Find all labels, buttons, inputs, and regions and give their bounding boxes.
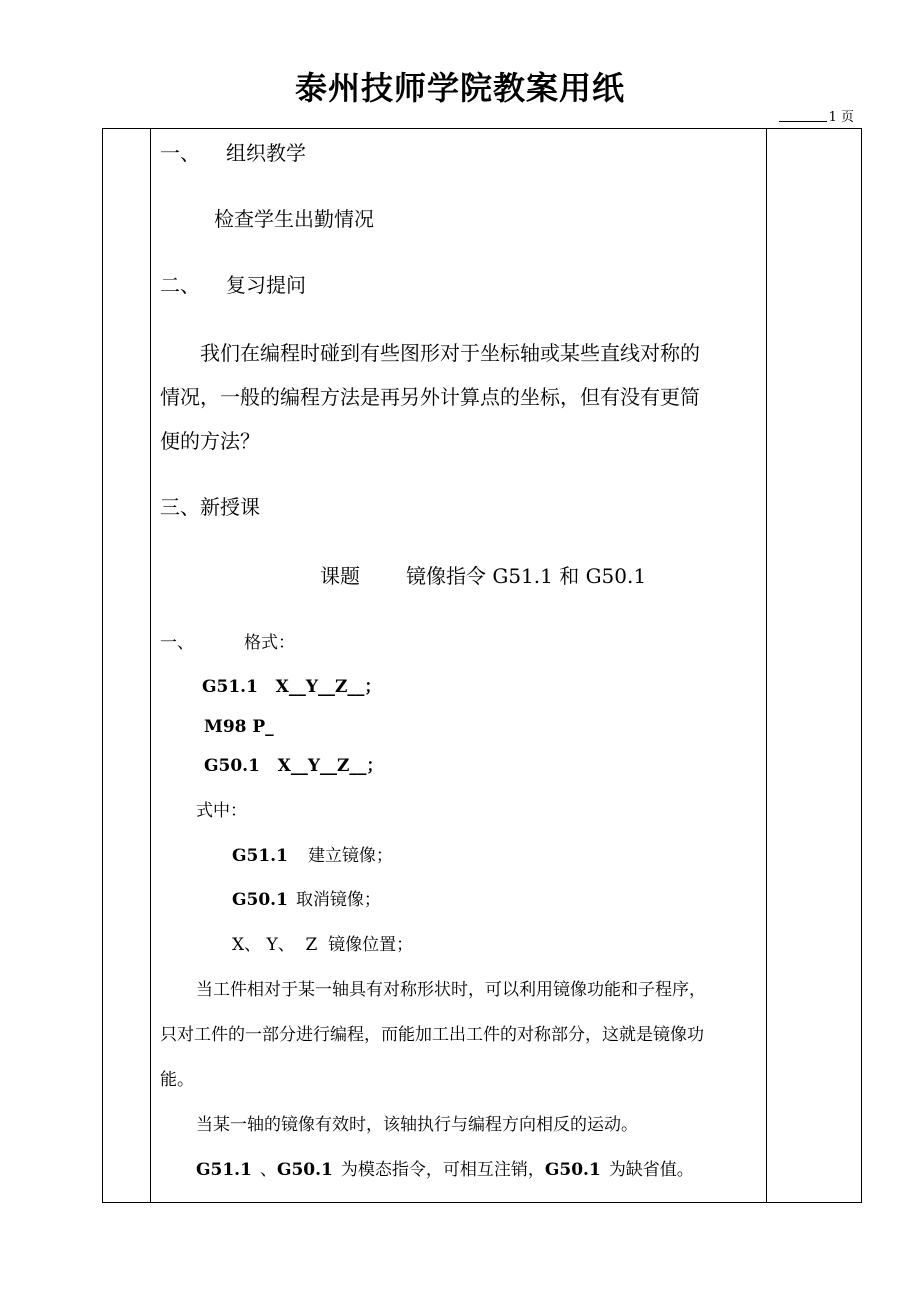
code-line-g51: G51.1 X__Y__Z__； <box>202 677 382 697</box>
modal-note-text-2: 为缺省值。 <box>608 1160 694 1180</box>
document-title: 泰州技师学院教案用纸 <box>294 69 625 107</box>
section-3-heading: 三、新授课 <box>160 495 260 519</box>
review-question-line-3: 便的方法？ <box>160 429 260 453</box>
modal-note-code-3: G50.1 <box>544 1160 601 1180</box>
modal-note-text-1: 为模态指令，可相互注销， <box>340 1160 545 1180</box>
section-1-item: 检查学生出勤情况 <box>214 207 374 231</box>
topic-name: 镜像指令 G51.1 和 G50.1 <box>406 564 647 588</box>
modal-note <box>196 1159 694 1181</box>
definition-g50-desc: 取消镜像； <box>295 890 381 910</box>
mirror-effect-para: 当某一轴的镜像有效时，该轴执行与编程方向相反的运动。 <box>196 1115 638 1135</box>
review-question-line-1: 我们在编程时碰到有些图形对于坐标轴或某些直线对称的 <box>200 341 700 365</box>
section-2-title: 复习提问 <box>226 273 306 297</box>
definition-xyz: X、 Y、 Z 镜像位置； <box>232 935 414 955</box>
definition-g50-code: G50.1 <box>232 890 288 910</box>
mirror-para-line-1: 当工件相对于某一轴具有对称形状时，可以利用镜像功能和子程序， <box>196 980 706 1000</box>
definition-g51-code: G51.1 <box>232 846 288 866</box>
code-line-g50: G50.1 X__Y__Z__； <box>204 756 384 776</box>
review-question-line-2: 情况，一般的编程方法是再另外计算点的坐标，但有没有更简 <box>160 385 700 409</box>
mirror-para-line-3: 能。 <box>160 1070 194 1090</box>
table-left-column-divider <box>150 128 151 1203</box>
definition-g51-desc: 建立镜像； <box>307 846 393 866</box>
section-1-number: 一、 <box>160 141 200 165</box>
modal-note-code-1: G51.1 <box>196 1160 252 1180</box>
table-right-column-divider <box>766 128 767 1203</box>
format-number: 一、 <box>160 633 194 653</box>
modal-note-sep: 、 <box>259 1160 277 1180</box>
section-1-title: 组织教学 <box>226 141 306 165</box>
mirror-para-line-2: 只对工件的一部分进行编程，而能加工出工件的对称部分，这就是镜像功 <box>160 1025 704 1045</box>
where-label: 式中： <box>196 801 247 821</box>
code-line-m98: M98 P_ <box>204 717 274 737</box>
topic-line <box>320 563 646 589</box>
section-2-heading <box>160 272 306 298</box>
section-2-number: 二、 <box>160 273 200 297</box>
format-heading <box>160 632 295 654</box>
section-1-heading <box>160 140 306 166</box>
page-number-blank <box>779 121 827 122</box>
definition-g50 <box>232 889 381 911</box>
page-number <box>779 110 854 126</box>
format-label: 格式： <box>244 633 295 653</box>
definition-g51 <box>232 845 393 867</box>
page-number-text: 1 页 <box>828 110 854 125</box>
topic-label: 课题 <box>320 564 360 588</box>
modal-note-code-2: G50.1 <box>276 1160 333 1180</box>
